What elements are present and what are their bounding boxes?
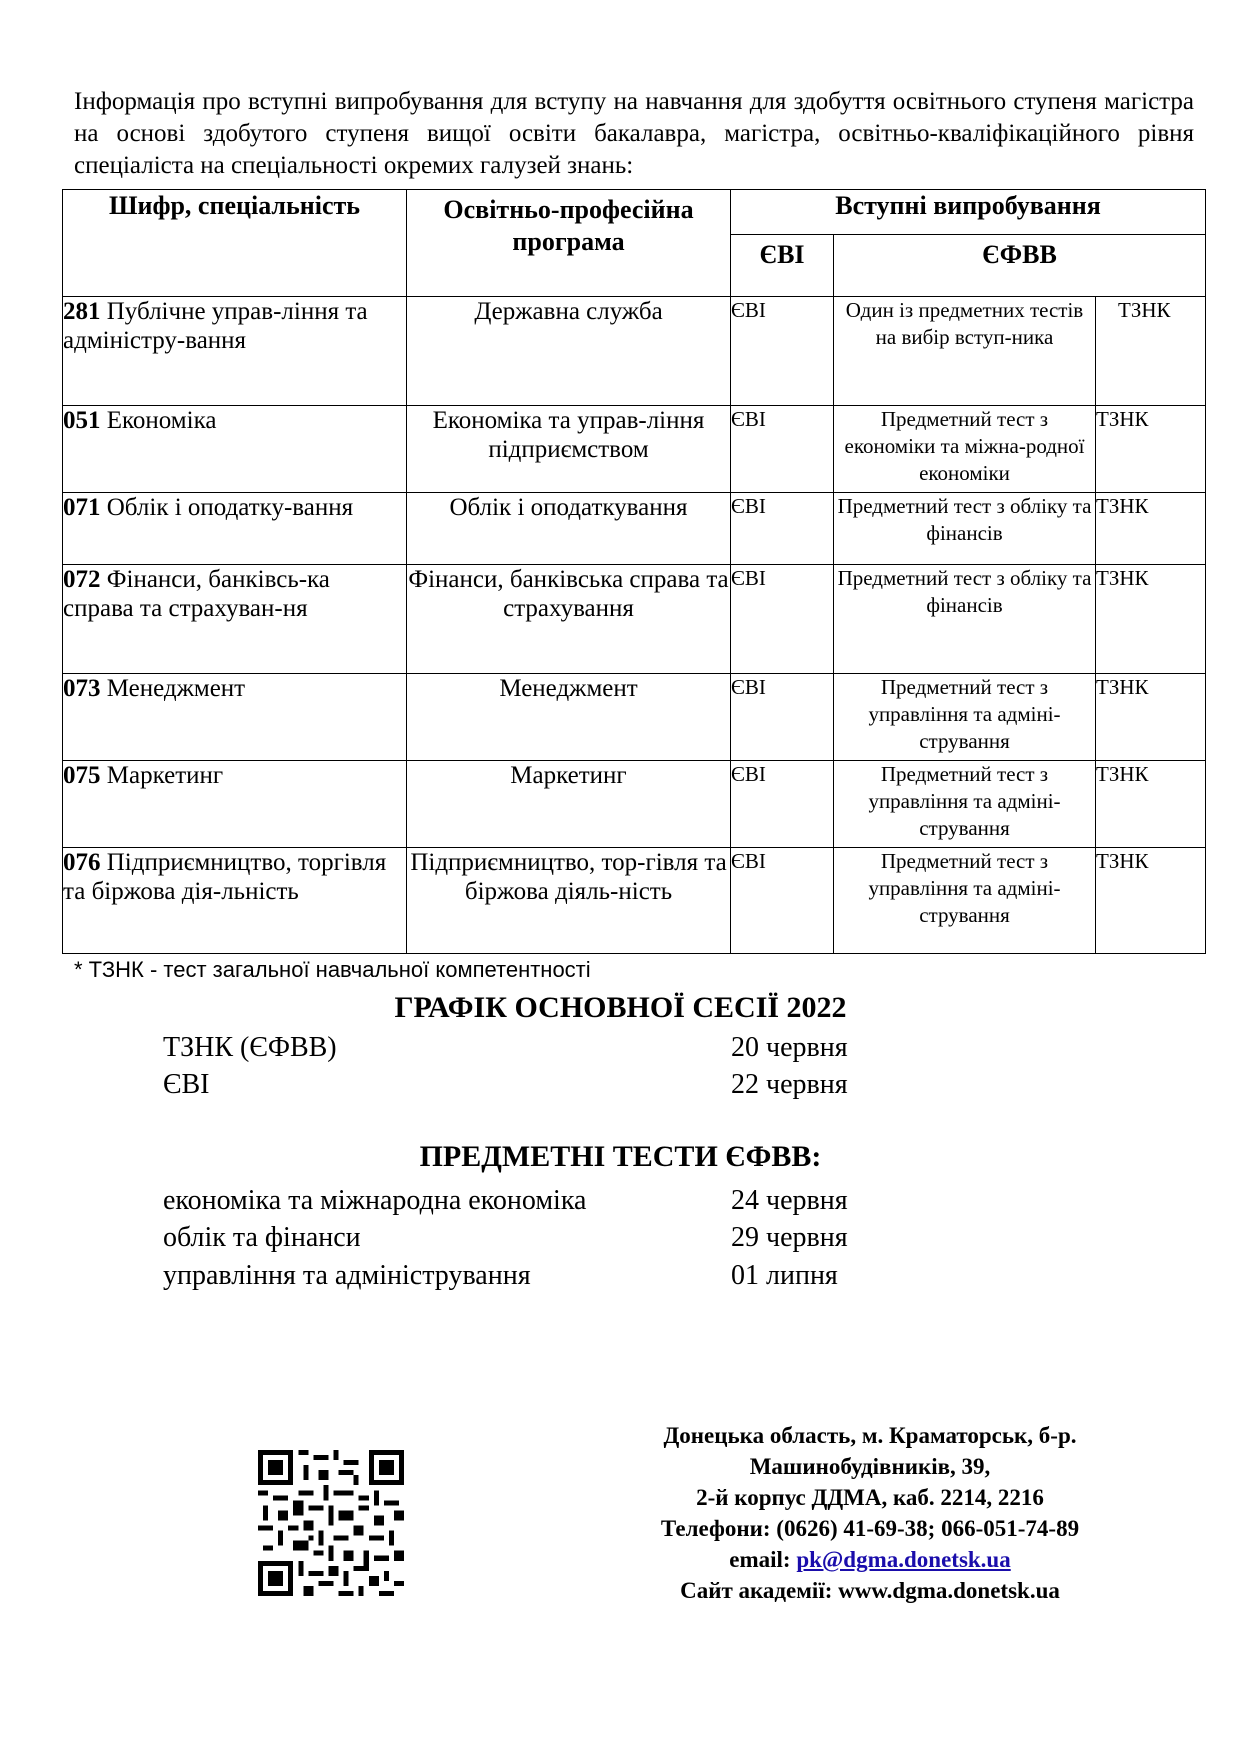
evi-cell: ЄВІ — [731, 848, 834, 954]
specialty-name: Економіка — [106, 407, 217, 434]
table-row — [63, 848, 1206, 954]
specialty-cell — [63, 848, 407, 954]
qr-code-icon — [258, 1450, 404, 1596]
tznk-cell: ТЗНК — [1096, 848, 1206, 954]
subject-test-date: 24 червня — [731, 1185, 848, 1216]
specialty-code: 075 — [63, 762, 101, 789]
program-cell: Фінанси, банківська справа та страхування — [407, 565, 731, 674]
address-line: Машинобудівників, 39, — [749, 1454, 991, 1479]
schedule-label: ТЗНК (ЄФВВ) — [163, 1032, 337, 1063]
table-row — [63, 565, 1206, 674]
phones-line: Телефони: (0626) 41-69-38; 066-051-74-89 — [660, 1516, 1080, 1541]
specialty-code: 076 — [63, 849, 101, 876]
specialty-name: Публічне управ-ління та адміністру-вання — [63, 298, 368, 354]
specialty-cell — [63, 565, 407, 674]
efvv-cell: Предметний тест з обліку та фінансів — [834, 493, 1096, 565]
intro-text: Інформація про вступні випробування для вступу на навчання для здобуття освітнього ступеня магістра на основі здобутого ступеня вищої освіти бакалавра, магістра, освітньо-кваліфікаційного рівня спеціаліста на спеціальності окремих галузей знань: — [74, 88, 1194, 179]
subject-test-date: 29 червня — [731, 1222, 848, 1253]
specialty-cell — [63, 406, 407, 493]
program-cell: Державна служба — [407, 297, 731, 406]
schedule-date: 22 червня — [731, 1069, 848, 1100]
header-code-specialty: Шифр, спеціальність — [63, 190, 407, 297]
evi-cell: ЄВІ — [731, 761, 834, 848]
tznk-cell: ТЗНК — [1096, 674, 1206, 761]
subject-test-label: економіка та міжнародна економіка — [163, 1185, 587, 1216]
admission-table — [62, 189, 1206, 954]
table-row — [63, 406, 1206, 493]
tznk-cell: ТЗНК — [1096, 565, 1206, 674]
address-line: 2-й корпус ДДМА, каб. 2214, 2216 — [696, 1485, 1044, 1510]
specialty-cell — [63, 674, 407, 761]
subject-tests-title: ПРЕДМЕТНІ ТЕСТИ ЄФВВ: — [419, 1140, 822, 1173]
table-row — [63, 493, 1206, 565]
program-cell: Облік і оподаткування — [407, 493, 731, 565]
specialty-name: Фінанси, банківсь-ка справа та страхуван-ня — [63, 566, 330, 622]
schedule-title: ГРАФІК ОСНОВНОЇ СЕСІЇ 2022 — [394, 991, 847, 1024]
efvv-cell: Предметний тест з економіки та міжна-родної економіки — [834, 406, 1096, 493]
schedule-label: ЄВІ — [163, 1069, 210, 1100]
subject-test-label: облік та фінанси — [163, 1222, 361, 1253]
subject-test-date: 01 липня — [731, 1260, 838, 1291]
program-cell: Економіка та управ-ління підприємством — [407, 406, 731, 493]
email-line — [600, 1544, 1140, 1575]
specialty-cell — [63, 297, 407, 406]
specialty-name: Менеджмент — [106, 675, 246, 702]
evi-cell: ЄВІ — [731, 565, 834, 674]
efvv-cell: Предметний тест з управління та адміні-стрування — [834, 848, 1096, 954]
efvv-cell: Предметний тест з управління та адміні-стрування — [834, 674, 1096, 761]
efvv-cell: Предметний тест з обліку та фінансів — [834, 565, 1096, 674]
specialty-cell — [63, 761, 407, 848]
evi-cell: ЄВІ — [731, 674, 834, 761]
program-cell: Підприємництво, тор-гівля та біржова діяль-ність — [407, 848, 731, 954]
specialty-cell — [63, 493, 407, 565]
specialty-name: Підприємництво, торгівля та біржова дія-льність — [63, 849, 387, 905]
site-line: Сайт академії: www.dgma.donetsk.ua — [680, 1578, 1060, 1603]
contacts-block — [600, 1420, 1140, 1606]
tznk-cell: ТЗНК — [1096, 297, 1206, 406]
specialty-name: Маркетинг — [106, 762, 224, 789]
efvv-cell: Предметний тест з управління та адміні-стрування — [834, 761, 1096, 848]
email-label: email: — [729, 1547, 791, 1572]
specialty-code: 281 — [63, 298, 101, 325]
tznk-cell: ТЗНК — [1096, 406, 1206, 493]
specialty-name: Облік і оподатку-вання — [106, 494, 354, 521]
tznk-cell: ТЗНК — [1096, 493, 1206, 565]
tznk-cell: ТЗНК — [1096, 761, 1206, 848]
header-efvv: ЄФВВ — [834, 235, 1206, 297]
header-evi: ЄВІ — [731, 235, 834, 297]
evi-cell: ЄВІ — [731, 406, 834, 493]
header-entrance-tests: Вступні випробування — [731, 190, 1206, 235]
header-program: Освітньо-професійна програма — [407, 190, 731, 297]
program-cell: Менеджмент — [407, 674, 731, 761]
table-row — [63, 674, 1206, 761]
specialty-code: 071 — [63, 494, 101, 521]
footnote: * ТЗНК - тест загальної навчальної компетентності — [74, 957, 591, 982]
address-line: Донецька область, м. Краматорськ, б-р. — [663, 1423, 1077, 1448]
table-row — [63, 297, 1206, 406]
evi-cell: ЄВІ — [731, 493, 834, 565]
program-cell: Маркетинг — [407, 761, 731, 848]
specialty-code: 072 — [63, 566, 101, 593]
subject-test-label: управління та адміністрування — [163, 1260, 531, 1291]
email-link[interactable]: pk@dgma.donetsk.ua — [796, 1547, 1011, 1572]
schedule-date: 20 червня — [731, 1032, 848, 1063]
specialty-code: 073 — [63, 675, 101, 702]
specialty-code: 051 — [63, 407, 101, 434]
evi-cell: ЄВІ — [731, 297, 834, 406]
table-row — [63, 761, 1206, 848]
efvv-cell: Один із предметних тестів на вибір вступ-ника — [834, 297, 1096, 406]
